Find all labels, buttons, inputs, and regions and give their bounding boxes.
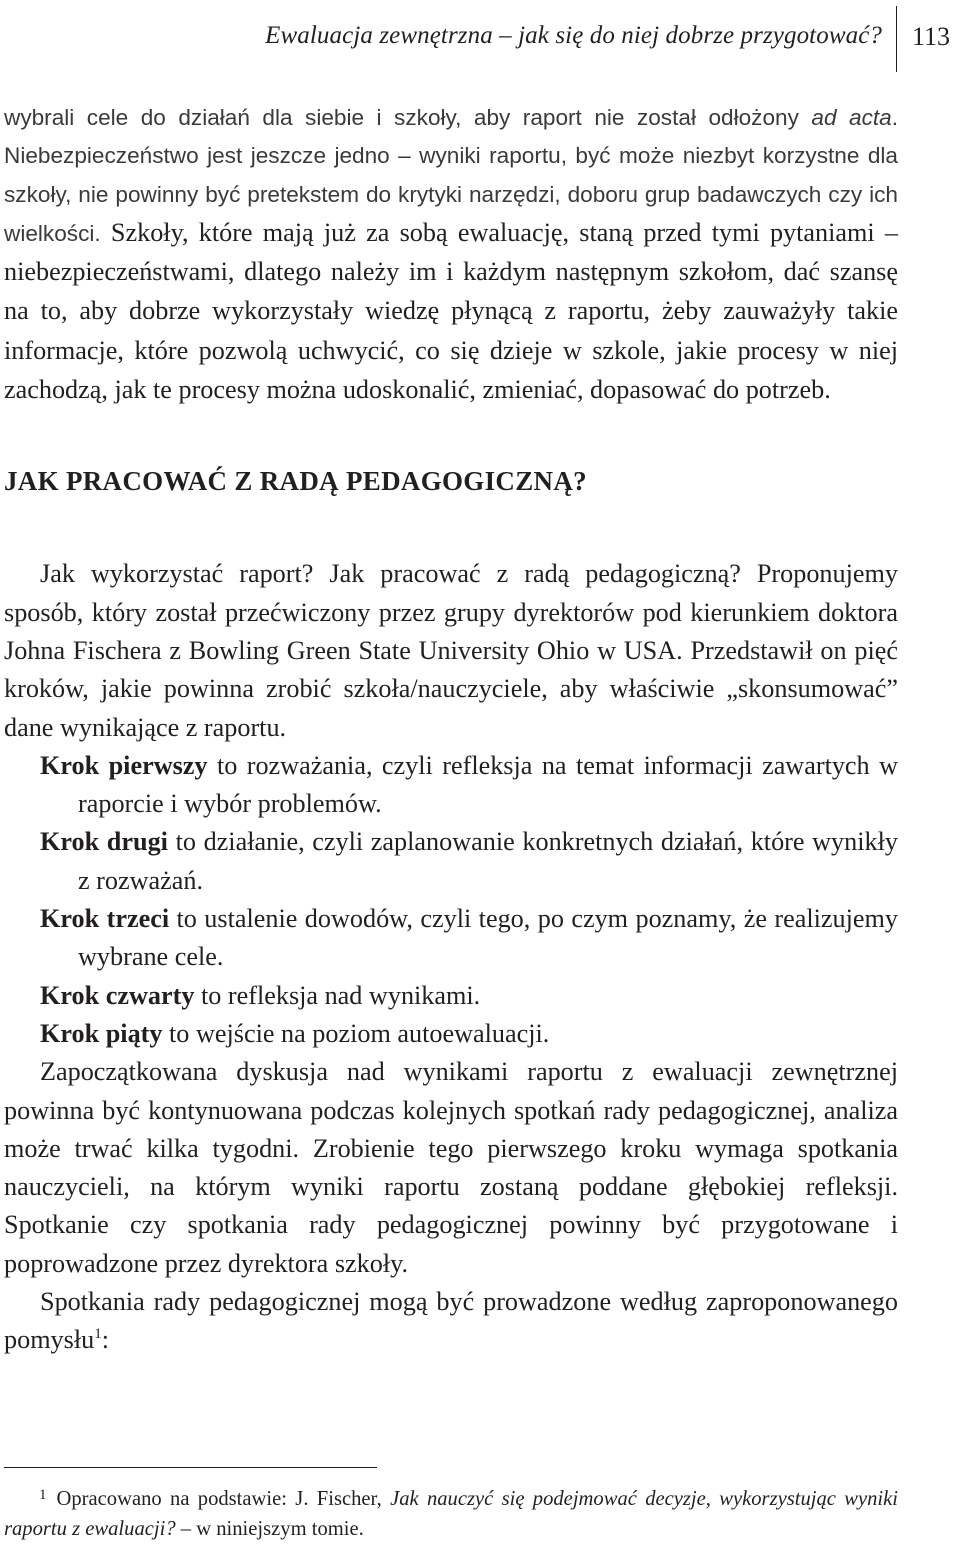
step-item — [4, 747, 898, 824]
latin-ad: ad — [811, 105, 837, 130]
paragraph-meetings — [4, 1283, 898, 1360]
step-text: to ustalenie dowodów, czyli tego, po czym poznamy, że realizujemy wybrane cele. — [78, 904, 898, 972]
footnote-post: – w niniejszym tomie. — [175, 1518, 364, 1540]
step-item — [4, 900, 898, 977]
paragraph-sans-rest: . Niebezpieczeństwo jest jeszcze jedno – wyniki raportu, być może niezbyt korzystne dla szkoły, nie powinny być pretekstem do krytyki narzędzi, doboru grup badawczych czy ich wielkości. — [4, 105, 898, 246]
header-divider — [896, 6, 897, 72]
running-title: Ewaluacja zewnętrzna – jak się do niej dobrze przygotować? — [265, 22, 882, 49]
paragraph-intro: Jak wykorzystać raport? Jak pracować z radą pedagogiczną? Proponujemy sposób, który został przećwiczony przez grupy dyrektorów pod kierunkiem doktora Johna Fischera z Bowling Green State University Ohio w USA. Przedstawił on pięć kroków, jakie powinna zrobić szkoła/nauczyciele, aby właściwie „skonsumować” dane wynikające z raportu. — [4, 559, 898, 742]
step-label: Krok trzeci — [40, 904, 170, 934]
paragraph-meetings-text: Spotkania rady pedagogicznej mogą być prowadzone według zaproponowanego pomysłu — [4, 1287, 898, 1355]
step-text: to działanie, czyli zaplanowanie konkretnych działań, które wynikły z rozważań. — [78, 827, 898, 895]
page-body — [4, 99, 898, 1360]
step-text: to wejście na poziom autoewaluacji. — [162, 1018, 550, 1048]
paragraph-discussion: Zapoczątkowana dyskusja nad wynikami raportu z ewaluacji zewnętrznej powinna być kontynuowana podczas kolejnych spotkań rady pedagogicznej, analiza może trwać kilka tygodni. Zrobienie tego pierwszego kroku wymaga spotkania nauczycieli, na którym wyniki raportu zostaną poddane głębokiej refleksji. Spotkanie czy spotkania rady pedagogicznej powinny być przygotowane i poprowadzone przez dyrektora szkoły. — [4, 1057, 898, 1278]
latin-acta: acta — [849, 105, 892, 130]
step-text: to rozważania, czyli refleksja na temat informacji zawartych w raporcie i wybór problemów. — [78, 750, 898, 819]
footnote-source: Opracowano na podstawie: J. Fischer, — [56, 1488, 391, 1510]
footnote-divider — [4, 1467, 377, 1468]
paragraph-lead: wybrali cele do działań dla siebie i szkoły, aby raport nie został odłożony — [4, 105, 812, 130]
footnote — [4, 1484, 898, 1544]
step-item — [4, 823, 898, 900]
step-label: Krok drugi — [40, 827, 168, 857]
steps-list — [4, 747, 898, 1053]
step-item — [4, 977, 898, 1015]
footnote-title: Jak nauczyć się podejmować decyzje, wykorzystując wyniki raportu z ewaluacji? — [4, 1488, 898, 1540]
footnote-mark: 1 — [39, 1487, 47, 1503]
paragraph-evaluation-risks — [4, 99, 898, 410]
section-heading: JAK PRACOWAĆ Z RADĄ PEDAGOGICZNĄ? — [4, 466, 587, 497]
page-header — [0, 0, 960, 75]
step-label: Krok czwarty — [40, 980, 195, 1010]
paragraph-serif-rest: Szkoły, które mają już za sobą ewaluację, staną przed tymi pytaniami – niebezpieczeństwami, dlatego należy im i każdym następnym szkołom, dać szansę na to, aby dobrze wykorzystały wiedzę płynącą z raportu, żeby zauważyły takie informacje, które pozwolą uchwycić, co się dzieje w szkole, jakie procesy w niej zachodzą, jak te procesy można udoskonalić, zmieniać, dopasować do potrzeb. — [4, 217, 898, 405]
step-label: Krok pierwszy — [40, 750, 208, 780]
step-label: Krok piąty — [40, 1018, 163, 1048]
footnote-reference[interactable]: 1 — [94, 1326, 102, 1343]
step-text: to refleksja nad wynikami. — [194, 980, 481, 1010]
page-number: 113 — [912, 22, 951, 51]
paragraph-meetings-colon: : — [101, 1325, 109, 1355]
step-item — [4, 1015, 898, 1053]
